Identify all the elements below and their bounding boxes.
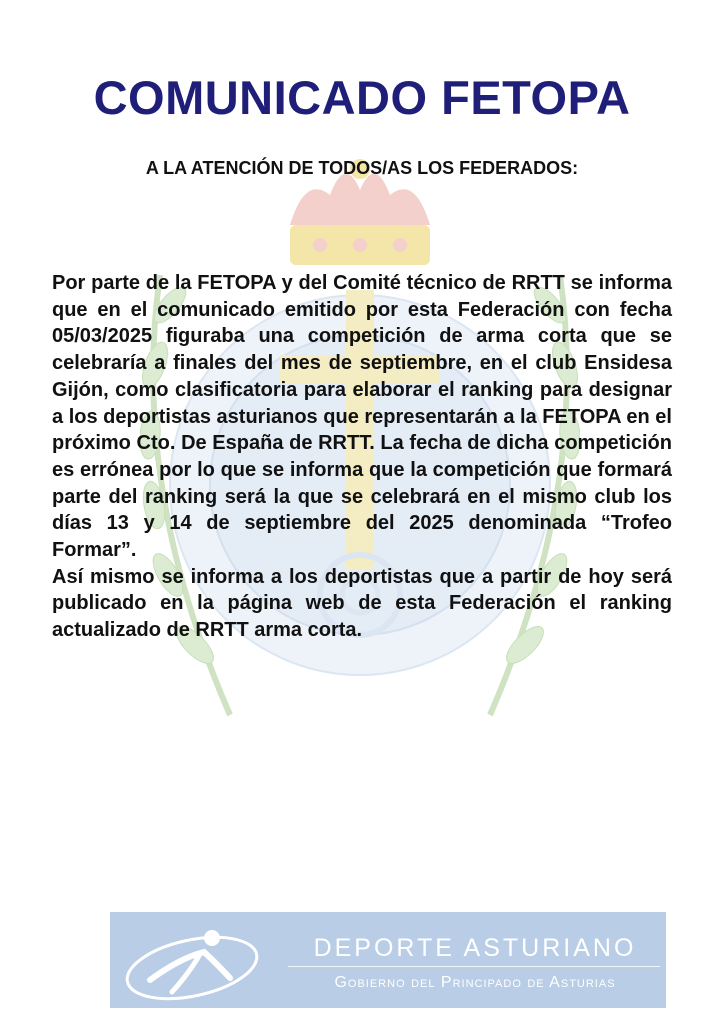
footer-banner <box>110 912 666 1008</box>
banner-subtitle: Gobierno del Principado de Asturias <box>334 974 616 991</box>
announcement-paragraph: Por parte de la FETOPA y del Comité técnico de RRTT se informa que en el comunicado emitido por esta Federación con fecha 05/03/2025 figuraba una competición de arma corta que se celebraría a finales del mes de septiembre, en el club Ensidesa Gijón, como clasificatoria para elaborar el ranking para designar a los deportistas asturianos que representarán a la FETOPA en el próximo Cto. De España de RRTT. La fecha de dicha competición es errónea por lo que se informa que la competición que formará parte del ranking será la que se celebrará en el mismo club los días 13 y 14 de septiembre del 2025 denominada “Trofeo Formar”. <box>52 272 672 562</box>
banner-divider <box>288 966 660 967</box>
addressee-heading: A LA ATENCIÓN DE TODOS/AS LOS FEDERADOS: <box>145 158 579 178</box>
announcement-paragraph: Así mismo se informa a los deportistas que a partir de hoy será publicado en la página web de esta Federación el ranking actualizado de RRTT arma corta. <box>52 565 672 642</box>
running-figure-logo-icon <box>120 922 270 1002</box>
announcement-body <box>52 270 672 644</box>
banner-title: DEPORTE ASTURIANO <box>313 934 637 962</box>
page-title: COMUNICADO FETOPA <box>93 71 631 124</box>
